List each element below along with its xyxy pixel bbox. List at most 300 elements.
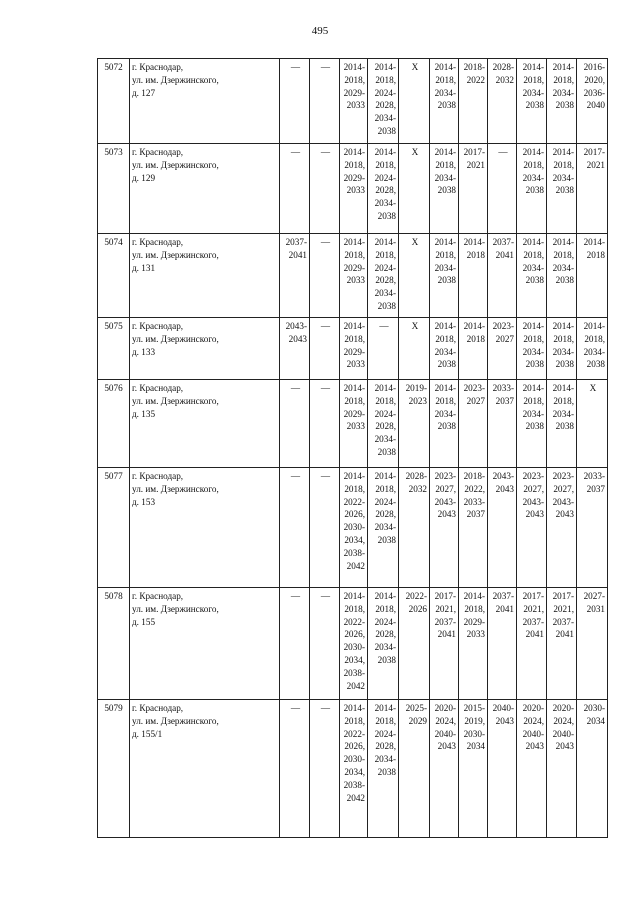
period-line: 2028, <box>375 421 396 432</box>
period-line: 2031 <box>586 603 605 614</box>
period-cell <box>547 468 577 588</box>
table-row <box>98 468 608 588</box>
period-cell <box>459 318 488 380</box>
period-line: 2024- <box>374 496 396 507</box>
period-line: 2018, <box>375 395 396 406</box>
period-line: 2024, <box>523 715 544 726</box>
period-line: 2029- <box>343 87 365 98</box>
period-line: 2018, <box>375 74 396 85</box>
period-cell <box>430 380 459 468</box>
period-cell <box>488 380 517 468</box>
period-line: 2038- <box>343 667 365 678</box>
period-line: 2037- <box>552 616 574 627</box>
period-line: 2027- <box>583 591 605 601</box>
period-line: 2014- <box>463 591 485 601</box>
period-line: 2043- <box>552 496 574 507</box>
period-line: 2017- <box>434 591 456 601</box>
period-line: — <box>379 321 389 331</box>
period-cell <box>430 59 459 144</box>
period-line: 2028- <box>405 471 427 481</box>
period-line: 2014- <box>374 237 396 247</box>
period-line: 2023 <box>408 395 427 406</box>
period-line: 2018, <box>523 74 544 85</box>
address-line: ул. им. Дзержинского, <box>132 483 219 494</box>
period-line: 2022 <box>466 74 485 85</box>
period-cell <box>459 588 488 700</box>
period-line: 2030- <box>343 754 365 765</box>
period-line: 2017- <box>552 591 574 601</box>
row-number: 5078 <box>98 588 130 700</box>
period-line: 2018, <box>553 249 574 260</box>
period-line: 2020- <box>552 703 574 713</box>
period-line: 2038 <box>525 275 544 286</box>
period-cell <box>517 144 547 234</box>
row-number: 5072 <box>98 59 130 144</box>
period-line: 2029 <box>408 715 427 726</box>
period-line: 2038- <box>343 547 365 558</box>
period-line: — <box>290 62 301 72</box>
period-line: 2034, <box>344 766 365 777</box>
period-line: 2037- <box>522 616 544 627</box>
period-line: 2018, <box>344 715 365 726</box>
period-line: 2017- <box>522 591 544 601</box>
period-line: 2037- <box>434 616 456 627</box>
period-line: 2024- <box>374 87 396 98</box>
period-line: 2018, <box>344 483 365 494</box>
period-line: 2018, <box>375 603 396 614</box>
period-line: 2040 <box>586 100 605 111</box>
period-cell <box>577 59 608 144</box>
period-line: 2041 <box>525 629 544 640</box>
period-line: 2034- <box>552 87 574 98</box>
period-line: 2018- <box>463 62 485 72</box>
period-line: 2026 <box>408 603 427 614</box>
period-line: 2018, <box>344 74 365 85</box>
period-line: 2038 <box>555 359 574 370</box>
period-line: 2043 <box>555 509 574 520</box>
period-line: 2041 <box>555 629 574 640</box>
row-number: 5077 <box>98 468 130 588</box>
period-line: 2014- <box>374 383 396 393</box>
period-line: 2014- <box>434 62 456 72</box>
row-number: 5073 <box>98 144 130 234</box>
period-line: 2034- <box>522 408 544 419</box>
period-line: 2034, <box>344 654 365 665</box>
period-line: 2029- <box>343 408 365 419</box>
address-cell <box>130 144 280 234</box>
period-line: 2023- <box>492 321 514 331</box>
period-line: 2026, <box>344 629 365 640</box>
period-cell <box>577 588 608 700</box>
period-line: 2034, <box>344 534 365 545</box>
period-line: 2034- <box>552 408 574 419</box>
row-number: 5076 <box>98 380 130 468</box>
period-line: 2038 <box>377 534 396 545</box>
period-line: 2037 <box>466 509 485 520</box>
period-cell <box>459 234 488 318</box>
period-line: 2014- <box>522 62 544 72</box>
period-cell <box>488 318 517 380</box>
period-line: — <box>498 147 508 157</box>
address-line: ул. им. Дзержинского, <box>132 333 219 344</box>
period-cell <box>280 700 310 838</box>
period-line: 2038 <box>555 275 574 286</box>
period-cell <box>310 468 340 588</box>
period-cell <box>368 700 399 838</box>
period-line: 2018, <box>435 159 456 170</box>
period-line: 2025- <box>405 703 427 713</box>
table-row <box>98 234 608 318</box>
period-line: 2029- <box>343 172 365 183</box>
period-line: 2033 <box>346 421 365 432</box>
table-row <box>98 588 608 700</box>
period-line: — <box>320 147 331 157</box>
period-line: 2022, <box>464 483 485 494</box>
period-cell <box>430 144 459 234</box>
period-line: 2016- <box>583 62 605 72</box>
period-line: 2014- <box>522 147 544 157</box>
period-line: 2020- <box>434 703 456 713</box>
period-cell <box>488 700 517 838</box>
address-line: д. 133 <box>132 346 156 357</box>
period-line: 2014- <box>343 62 365 72</box>
table-body <box>98 59 608 838</box>
period-cell <box>430 234 459 318</box>
period-line: 2042 <box>346 680 365 691</box>
period-line: 2023- <box>552 471 574 481</box>
period-line: 2038 <box>555 100 574 111</box>
period-line: 2019, <box>464 715 485 726</box>
period-cell <box>430 700 459 838</box>
period-line: 2021, <box>435 603 456 614</box>
period-cell <box>517 468 547 588</box>
period-line: 2033 <box>466 629 485 640</box>
period-cell <box>310 588 340 700</box>
period-line: 2038 <box>377 766 396 777</box>
period-line: X <box>411 62 419 72</box>
period-line: 2014- <box>343 147 365 157</box>
period-line: 2014- <box>552 237 574 247</box>
period-line: 2034- <box>374 642 396 653</box>
period-line: 2043 <box>437 741 456 752</box>
period-line: 2033- <box>583 471 605 481</box>
period-cell <box>517 700 547 838</box>
period-cell <box>517 234 547 318</box>
address-line: г. Краснодар, <box>132 237 184 247</box>
period-line: 2041 <box>288 249 307 260</box>
period-cell <box>517 318 547 380</box>
period-cell <box>310 700 340 838</box>
period-cell <box>368 59 399 144</box>
period-line: 2015- <box>463 703 485 713</box>
period-line: 2018, <box>375 483 396 494</box>
period-line: 2034- <box>552 262 574 273</box>
period-cell <box>517 380 547 468</box>
period-cell <box>399 318 430 380</box>
address-line: д. 155 <box>132 616 156 627</box>
period-line: X <box>411 147 419 157</box>
period-line: 2018 <box>586 249 605 260</box>
period-line: 2022- <box>405 591 427 601</box>
period-line: X <box>411 237 419 247</box>
period-line: 2022- <box>343 496 365 507</box>
period-line: — <box>290 147 301 157</box>
period-line: 2028- <box>492 62 514 72</box>
period-line: 2040- <box>522 728 544 739</box>
period-line: 2038 <box>377 300 396 311</box>
period-line: 2041 <box>495 249 514 260</box>
period-line: 2020, <box>584 74 605 85</box>
period-cell <box>577 380 608 468</box>
address-cell <box>130 234 280 318</box>
period-cell <box>399 59 430 144</box>
period-line: 2040- <box>492 703 514 713</box>
period-cell <box>280 318 310 380</box>
period-line: 2023- <box>463 383 485 393</box>
address-line: г. Краснодар, <box>132 383 184 393</box>
period-line: 2014- <box>343 383 365 393</box>
period-line: 2017- <box>583 147 605 157</box>
period-cell <box>399 234 430 318</box>
period-line: 2034- <box>374 434 396 445</box>
table-row <box>98 380 608 468</box>
address-line: ул. им. Дзержинского, <box>132 249 219 260</box>
period-line: 2014- <box>343 471 365 481</box>
period-line: 2018, <box>584 333 605 344</box>
period-cell <box>459 59 488 144</box>
period-line: 2024, <box>435 715 456 726</box>
period-line: 2030- <box>463 728 485 739</box>
period-line: 2018, <box>553 395 574 406</box>
period-line: 2014- <box>552 62 574 72</box>
page-number: 495 <box>311 25 329 37</box>
period-line: 2014- <box>434 237 456 247</box>
period-cell <box>577 318 608 380</box>
period-line: — <box>290 591 301 601</box>
period-cell <box>547 59 577 144</box>
period-line: 2014- <box>552 147 574 157</box>
period-cell <box>547 318 577 380</box>
period-line: 2024- <box>374 616 396 627</box>
period-line: 2043 <box>437 509 456 520</box>
period-line: 2014- <box>583 321 605 331</box>
period-line: 2040- <box>434 728 456 739</box>
period-cell <box>280 468 310 588</box>
period-line: 2018- <box>463 471 485 481</box>
period-line: 2042 <box>346 792 365 803</box>
period-line: 2042 <box>346 560 365 571</box>
period-cell <box>488 234 517 318</box>
period-cell <box>310 59 340 144</box>
period-cell <box>547 234 577 318</box>
period-line: 2026, <box>344 509 365 520</box>
period-line: 2043 <box>555 741 574 752</box>
period-line: 2018 <box>466 249 485 260</box>
period-cell <box>280 588 310 700</box>
period-line: 2034 <box>466 741 485 752</box>
period-line: 2018, <box>375 249 396 260</box>
period-line: 2014- <box>522 321 544 331</box>
period-line: 2014- <box>374 147 396 157</box>
period-line: 2021, <box>553 603 574 614</box>
period-line: 2027, <box>553 483 574 494</box>
row-number: 5075 <box>98 318 130 380</box>
period-line: 2014- <box>552 321 574 331</box>
period-line: 2037- <box>285 237 307 247</box>
period-line: 2043- <box>492 471 514 481</box>
period-cell <box>577 468 608 588</box>
period-line: 2014- <box>374 703 396 713</box>
period-line: 2014- <box>343 591 365 601</box>
row-number: 5074 <box>98 234 130 318</box>
address-line: ул. им. Дзержинского, <box>132 715 219 726</box>
period-line: 2018, <box>375 715 396 726</box>
period-line: 2034- <box>522 87 544 98</box>
period-line: — <box>320 321 331 331</box>
period-cell <box>340 234 368 318</box>
address-line: д. 155/1 <box>132 728 163 739</box>
address-line: ул. им. Дзержинского, <box>132 74 219 85</box>
period-line: 2032 <box>495 74 514 85</box>
period-line: 2033 <box>346 359 365 370</box>
period-line: 2034- <box>374 288 396 299</box>
period-line: 2018, <box>344 249 365 260</box>
period-cell <box>399 144 430 234</box>
period-line: 2034- <box>434 262 456 273</box>
period-cell <box>547 380 577 468</box>
period-line: 2024- <box>374 408 396 419</box>
period-line: 2038 <box>525 100 544 111</box>
period-line: 2038 <box>525 185 544 196</box>
period-line: 2034- <box>374 522 396 533</box>
address-line: д. 153 <box>132 496 156 507</box>
period-line: 2038 <box>586 359 605 370</box>
period-cell <box>517 588 547 700</box>
address-line: г. Краснодар, <box>132 62 184 72</box>
period-cell <box>488 588 517 700</box>
period-line: 2034- <box>434 346 456 357</box>
period-line: 2014- <box>374 62 396 72</box>
period-line: 2034- <box>434 172 456 183</box>
period-line: 2033 <box>346 100 365 111</box>
period-cell <box>430 468 459 588</box>
period-line: 2038 <box>555 185 574 196</box>
period-line: 2034- <box>374 113 396 124</box>
period-line: — <box>290 703 301 713</box>
period-cell <box>368 144 399 234</box>
period-line: 2043- <box>434 496 456 507</box>
period-line: — <box>320 62 331 72</box>
address-line: г. Краснодар, <box>132 703 184 713</box>
period-line: 2014- <box>434 383 456 393</box>
address-cell <box>130 59 280 144</box>
period-line: 2022- <box>343 728 365 739</box>
address-cell <box>130 318 280 380</box>
period-line: 2018, <box>435 333 456 344</box>
period-line: 2022- <box>343 616 365 627</box>
period-cell <box>547 144 577 234</box>
period-line: 2038- <box>343 779 365 790</box>
address-line: г. Краснодар, <box>132 321 184 331</box>
period-cell <box>368 468 399 588</box>
period-cell <box>340 318 368 380</box>
period-line: 2029- <box>343 346 365 357</box>
period-line: 2034- <box>552 172 574 183</box>
address-line: г. Краснодар, <box>132 471 184 481</box>
period-line: 2014- <box>343 321 365 331</box>
period-line: 2027, <box>523 483 544 494</box>
period-line: 2028, <box>375 741 396 752</box>
period-cell <box>488 468 517 588</box>
period-line: 2034- <box>434 408 456 419</box>
period-line: 2041 <box>495 603 514 614</box>
period-line: 2014- <box>522 383 544 393</box>
period-line: 2014- <box>552 383 574 393</box>
period-line: 2034- <box>434 87 456 98</box>
period-line: X <box>411 321 419 331</box>
period-line: 2018, <box>464 603 485 614</box>
period-line: 2038 <box>377 654 396 665</box>
period-line: 2043- <box>285 321 307 331</box>
period-line: 2037- <box>492 591 514 601</box>
address-cell <box>130 380 280 468</box>
repair-schedule-table <box>97 58 608 838</box>
period-line: 2023- <box>434 471 456 481</box>
period-line: 2028, <box>375 185 396 196</box>
period-cell <box>430 588 459 700</box>
period-line: — <box>320 703 331 713</box>
period-cell <box>368 380 399 468</box>
period-cell <box>399 700 430 838</box>
period-line: 2034- <box>374 754 396 765</box>
period-line: 2018 <box>466 333 485 344</box>
period-line: 2018, <box>344 603 365 614</box>
period-line: 2021 <box>466 159 485 170</box>
period-line: 2018, <box>553 159 574 170</box>
period-line: 2038 <box>555 421 574 432</box>
period-line: 2024- <box>374 172 396 183</box>
period-line: 2030- <box>343 642 365 653</box>
period-cell <box>577 234 608 318</box>
period-line: 2024- <box>374 728 396 739</box>
period-line: 2033- <box>463 496 485 507</box>
table-row <box>98 318 608 380</box>
address-cell <box>130 588 280 700</box>
period-line: — <box>290 471 301 481</box>
period-cell <box>488 144 517 234</box>
period-line: 2017- <box>463 147 485 157</box>
period-line: 2018, <box>435 249 456 260</box>
address-line: г. Краснодар, <box>132 147 184 157</box>
period-line: 2018, <box>523 333 544 344</box>
period-line: 2028, <box>375 100 396 111</box>
period-line: 2018, <box>375 159 396 170</box>
period-line: 2023- <box>522 471 544 481</box>
period-cell <box>368 588 399 700</box>
period-cell <box>280 144 310 234</box>
period-line: 2014- <box>374 471 396 481</box>
period-cell <box>280 234 310 318</box>
period-line: 2018, <box>344 395 365 406</box>
period-line: 2021, <box>523 603 544 614</box>
period-cell <box>517 59 547 144</box>
period-line: 2037 <box>586 483 605 494</box>
period-cell <box>459 468 488 588</box>
period-cell <box>310 380 340 468</box>
period-line: 2038 <box>525 421 544 432</box>
period-line: 2020- <box>522 703 544 713</box>
period-cell <box>399 380 430 468</box>
